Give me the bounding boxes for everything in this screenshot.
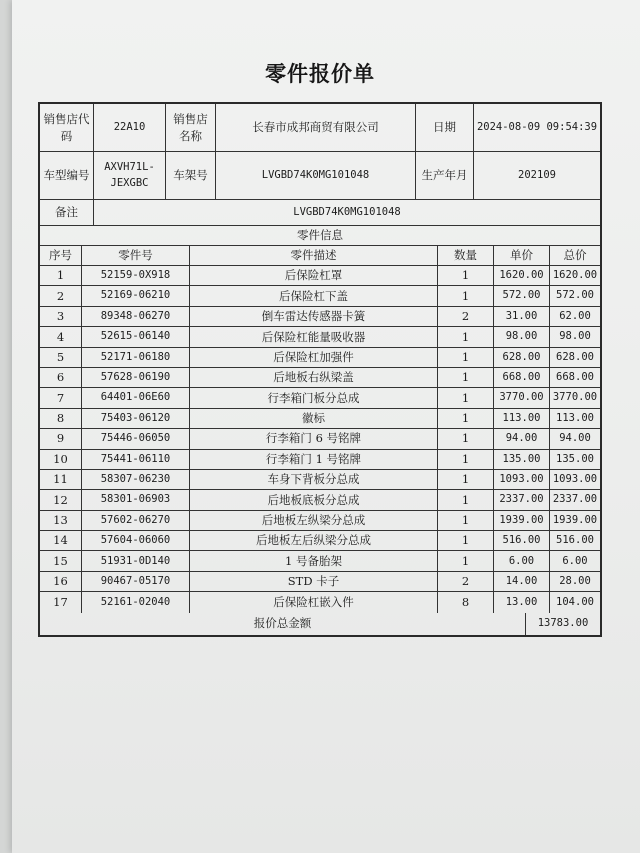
- item-total-price: 1939.00: [552, 513, 598, 526]
- item-unit-price: 13.00: [494, 592, 550, 612]
- item-qty: 1: [438, 490, 494, 509]
- item-index: 9: [40, 429, 82, 448]
- info-row-2: [40, 152, 600, 200]
- date-label: 日期: [416, 104, 474, 151]
- item-description: 后保险杠罩: [190, 266, 438, 285]
- item-total-price: 1093.00: [552, 472, 598, 485]
- document-title: 零件报价单: [265, 61, 375, 86]
- item-unit-price: 135.00: [494, 450, 550, 469]
- item-unit-price: 14.00: [494, 572, 550, 591]
- item-unit-price: 2337.00: [494, 490, 550, 509]
- item-unit-price: 94.00: [494, 429, 550, 448]
- item-index: 14: [40, 531, 82, 550]
- col-header-part-no: 零件号: [82, 246, 190, 265]
- item-total-price: 135.00: [556, 452, 594, 465]
- dealer-code-label: 销售店代码: [40, 104, 94, 151]
- item-qty: 1: [438, 551, 494, 570]
- item-part-no: 75441-06110: [82, 450, 190, 469]
- item-part-no: 57602-06270: [82, 511, 190, 530]
- prod-value: 202109: [518, 168, 556, 181]
- item-description: 车身下背板分总成: [190, 470, 438, 489]
- item-index: 4: [40, 327, 82, 346]
- item-description: 徽标: [190, 409, 438, 428]
- model-label: 车型编号: [40, 152, 94, 199]
- item-qty: 1: [438, 368, 494, 387]
- item-qty: 2: [438, 307, 494, 326]
- item-part-no: 58307-06230: [82, 470, 190, 489]
- item-qty: 1: [438, 286, 494, 305]
- item-index: 2: [40, 286, 82, 305]
- item-qty: 1: [438, 450, 494, 469]
- item-description: 后地板左纵梁分总成: [190, 511, 438, 530]
- item-total-price: 668.00: [556, 371, 594, 384]
- item-index: 8: [40, 409, 82, 428]
- item-part-no: 58301-06903: [82, 490, 190, 509]
- table-row: [40, 327, 600, 347]
- col-header-unit-price: 单价: [494, 246, 550, 265]
- item-unit-price: 3770.00: [494, 388, 550, 407]
- item-part-no: 89348-06270: [82, 307, 190, 326]
- item-unit-price: 628.00: [494, 348, 550, 367]
- item-part-no: 75446-06050: [82, 429, 190, 448]
- item-part-no: 52169-06210: [82, 286, 190, 305]
- item-qty: 1: [438, 409, 494, 428]
- item-index: 11: [40, 470, 82, 489]
- item-unit-price: 113.00: [494, 409, 550, 428]
- table-row: [40, 307, 600, 327]
- item-index: 12: [40, 490, 82, 509]
- total-row: [40, 613, 600, 635]
- item-description: 后地板左后纵梁分总成: [190, 531, 438, 550]
- item-description: 后保险杠能量吸收器: [190, 327, 438, 346]
- item-unit-price: 1939.00: [494, 511, 550, 530]
- item-total-price: 6.00: [562, 554, 588, 567]
- date-value: 2024-08-09 09:54:39: [476, 120, 598, 133]
- table-row: [40, 266, 600, 286]
- item-total-price: 113.00: [556, 411, 594, 424]
- item-index: 7: [40, 388, 82, 407]
- col-header-qty: 数量: [438, 246, 494, 265]
- header-row: [40, 246, 600, 266]
- item-unit-price: 98.00: [494, 327, 550, 346]
- table-row: [40, 572, 600, 592]
- item-index: 6: [40, 368, 82, 387]
- item-part-no: 90467-05170: [82, 572, 190, 591]
- item-total-price: 98.00: [559, 330, 591, 343]
- item-qty: 1: [438, 388, 494, 407]
- remark-value: LVGBD74K0MG101048: [293, 205, 401, 218]
- item-description: 1 号备胎架: [190, 551, 438, 570]
- item-total-price: 1620.00: [552, 269, 598, 282]
- vin-value: LVGBD74K0MG101048: [216, 152, 416, 199]
- item-total-price: 2337.00: [552, 493, 598, 506]
- item-total-price: 516.00: [556, 534, 594, 547]
- item-unit-price: 31.00: [494, 307, 550, 326]
- prod-label: 生产年月: [416, 152, 474, 199]
- item-part-no: 64401-06E60: [82, 388, 190, 407]
- total-label: 报价总金额: [40, 613, 526, 635]
- item-qty: 1: [438, 348, 494, 367]
- item-qty: 1: [438, 266, 494, 285]
- section-title: 零件信息: [297, 228, 343, 243]
- item-qty: 1: [438, 470, 494, 489]
- item-qty: 1: [438, 327, 494, 346]
- table-row: [40, 551, 600, 571]
- table-row: [40, 286, 600, 306]
- item-total-price: 628.00: [556, 350, 594, 363]
- table-row: [40, 348, 600, 368]
- item-description: 倒车雷达传感器卡簧: [190, 307, 438, 326]
- item-qty: 1: [438, 531, 494, 550]
- item-part-no: 75403-06120: [82, 409, 190, 428]
- item-index: 15: [40, 551, 82, 570]
- table-row: [40, 531, 600, 551]
- item-description: 行李箱门 1 号铭牌: [190, 450, 438, 469]
- item-part-no: 52161-02040: [82, 592, 190, 612]
- items-body: [40, 266, 600, 613]
- item-total-price: 572.00: [556, 289, 594, 302]
- item-index: 17: [40, 592, 82, 612]
- model-value: AXVH71L-JEXGBC: [94, 152, 166, 199]
- item-total-price: 28.00: [559, 574, 591, 587]
- item-total-price: 3770.00: [552, 391, 598, 404]
- item-description: 后保险杠嵌入件: [190, 592, 438, 612]
- item-total-price: 94.00: [559, 432, 591, 445]
- item-unit-price: 1093.00: [494, 470, 550, 489]
- item-total-price: 62.00: [559, 309, 591, 322]
- table-row: [40, 409, 600, 429]
- info-row-1: [40, 104, 600, 152]
- item-unit-price: 1620.00: [494, 266, 550, 285]
- table-row: [40, 388, 600, 408]
- item-qty: 1: [438, 429, 494, 448]
- item-description: STD 卡子: [190, 572, 438, 591]
- item-index: 10: [40, 450, 82, 469]
- item-description: 后地板右纵梁盖: [190, 368, 438, 387]
- item-index: 1: [40, 266, 82, 285]
- dealer-name-value: 长春市成邦商贸有限公司: [216, 104, 416, 151]
- item-part-no: 52615-06140: [82, 327, 190, 346]
- col-header-total-price: 总价: [563, 248, 587, 263]
- item-part-no: 52171-06180: [82, 348, 190, 367]
- vin-label: 车架号: [166, 152, 216, 199]
- remark-row: [40, 200, 600, 226]
- item-total-price: 104.00: [556, 595, 594, 608]
- item-index: 3: [40, 307, 82, 326]
- item-qty: 8: [438, 592, 494, 612]
- item-index: 16: [40, 572, 82, 591]
- item-unit-price: 6.00: [494, 551, 550, 570]
- item-index: 5: [40, 348, 82, 367]
- table-row: [40, 490, 600, 510]
- quote-table: [38, 102, 602, 637]
- item-description: 后地板底板分总成: [190, 490, 438, 509]
- col-header-description: 零件描述: [190, 246, 438, 265]
- table-row: [40, 592, 600, 612]
- item-part-no: 52159-0X918: [82, 266, 190, 285]
- table-row: [40, 450, 600, 470]
- item-part-no: 51931-0D140: [82, 551, 190, 570]
- table-row: [40, 368, 600, 388]
- table-row: [40, 470, 600, 490]
- col-header-index: 序号: [40, 246, 82, 265]
- item-unit-price: 572.00: [494, 286, 550, 305]
- item-description: 行李箱门 6 号铭牌: [190, 429, 438, 448]
- item-unit-price: 668.00: [494, 368, 550, 387]
- item-description: 行李箱门板分总成: [190, 388, 438, 407]
- item-index: 13: [40, 511, 82, 530]
- item-part-no: 57628-06190: [82, 368, 190, 387]
- item-qty: 2: [438, 572, 494, 591]
- dealer-name-label: 销售店名称: [166, 104, 216, 151]
- table-row: [40, 511, 600, 531]
- remark-label: 备注: [40, 200, 94, 225]
- item-description: 后保险杠加强件: [190, 348, 438, 367]
- dealer-code-value: 22A10: [94, 104, 166, 151]
- table-row: [40, 429, 600, 449]
- item-description: 后保险杠下盖: [190, 286, 438, 305]
- item-qty: 1: [438, 511, 494, 530]
- item-part-no: 57604-06060: [82, 531, 190, 550]
- total-value: 13783.00: [537, 617, 589, 630]
- section-row: [40, 226, 600, 246]
- item-unit-price: 516.00: [494, 531, 550, 550]
